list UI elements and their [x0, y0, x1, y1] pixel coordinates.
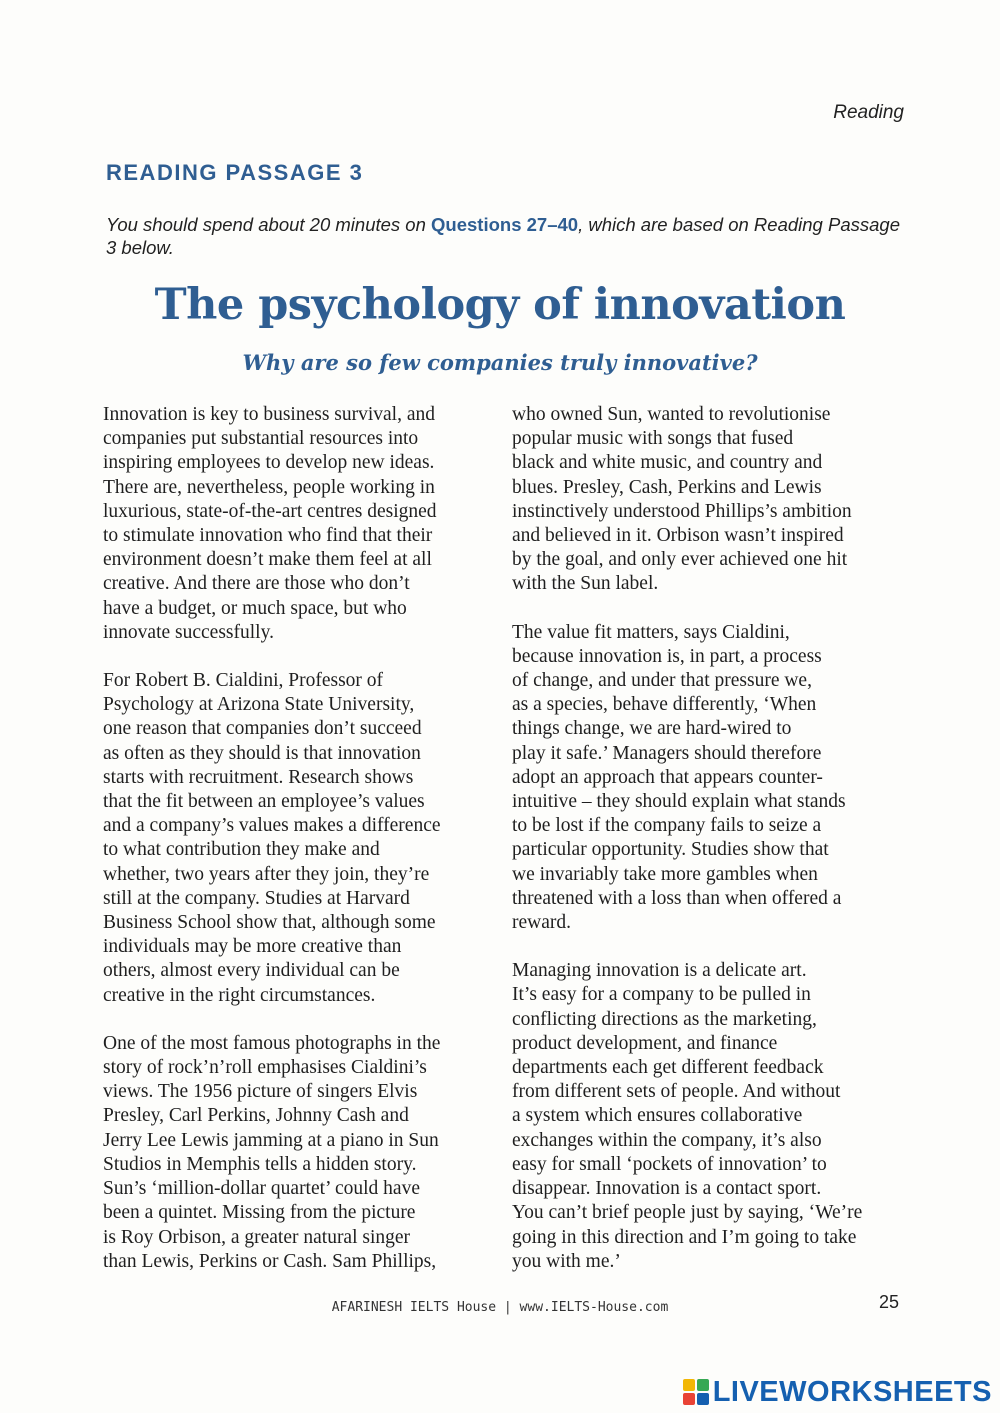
instructions-text-start: You should spend about 20 minutes on	[106, 214, 432, 235]
article-subtitle: Why are so few companies truly innovative?	[242, 350, 758, 375]
right-column	[512, 403, 912, 1298]
section-heading: READING PASSAGE 3	[106, 160, 364, 185]
liveworksheets-logo-icon	[683, 1379, 709, 1405]
logo-square	[683, 1379, 695, 1391]
paragraph: For Robert B. Cialdini, Professor of Psychology at Arizona State University, one reason that companies don’t succeed as often as they should is that innovation starts with recruitment. Research shows that the fit between an employee’s values and a company’s values makes a difference to what contribution they make and whether, two years after they join, they’re still at the company. Studies at Harvard Business School show that, although some individuals may be more creative than others, almost every individual can be creative in the right circumstances.	[103, 670, 441, 1006]
paragraph: Managing innovation is a delicate art. It’s easy for a company to be pulled in conflicting directions as the marketing, product development, and finance departments each get different feedback from different sets of people. And without a system which ensures collaborative exchanges within the company, it’s also easy for small ‘pockets of innovation’ to disappear. Innovation is a contact sport. You can’t brief people just by saying, ‘We’re going in this direction and I’m going to take you with me.’	[512, 960, 863, 1272]
left-column	[103, 403, 498, 1298]
paragraph: The value fit matters, says Cialdini, because innovation is, in part, a process of change, and under that pressure we, as a species, behave differently, ‘When things change, we are hard-wired to play it safe.’ Managers should therefore adopt an approach that appears counter- intuitive – they should explain what stands to be lost if the company fails to seize a particular opportunity. Studies show that we invariably take more gambles when threatened with a loss than when offered a reward.	[512, 621, 846, 934]
instructions	[106, 213, 906, 259]
article-title: The psychology of innovation	[154, 280, 846, 330]
paragraph: Innovation is key to business survival, and companies put substantial resources into inspiring employees to develop new ideas. There are, nevertheless, people working in luxurious, state-of-the-art centres designed to stimulate innovation who find that their environment doesn’t make them feel at all creative. And there are those who don’t have a budget, or much space, but who innovate successfully.	[103, 404, 437, 643]
running-head: Reading	[833, 102, 904, 123]
watermark-text: LIVEWORKSHEETS	[712, 1375, 992, 1408]
page-number: 25	[878, 1292, 899, 1312]
paragraph: who owned Sun, wanted to revolutionise popular music with songs that fused black and white music, and country and blues. Presley, Cash, Perkins and Lewis instinctively understood Phillips’s ambition and believed in it. Orbison wasn’t inspired by the goal, and only ever achieved one hit with the Sun label.	[512, 404, 852, 595]
paragraph: One of the most famous photographs in the story of rock’n’roll emphasises Cialdini’s views. The 1956 picture of singers Elvis Presley, Carl Perkins, Johnny Cash and Jerry Lee Lewis jamming at a piano in Sun Studios in Memphis tells a hidden story. Sun’s ‘million-dollar quartet’ could have been a quintet. Missing from the picture is Roy Orbison, a greater natural singer than Lewis, Perkins or Cash. Sam Phillips,	[103, 1032, 441, 1272]
logo-square	[697, 1379, 709, 1391]
footer-credit: AFARINESH IELTS House | www.IELTS-House.com	[331, 1300, 669, 1315]
questions-reference: Questions 27–40	[431, 214, 579, 235]
instructions-text-end: , which are based on Reading Passage 3 below.	[106, 214, 900, 258]
logo-square	[683, 1393, 695, 1405]
liveworksheets-watermark	[683, 1376, 992, 1408]
logo-square	[697, 1393, 709, 1405]
